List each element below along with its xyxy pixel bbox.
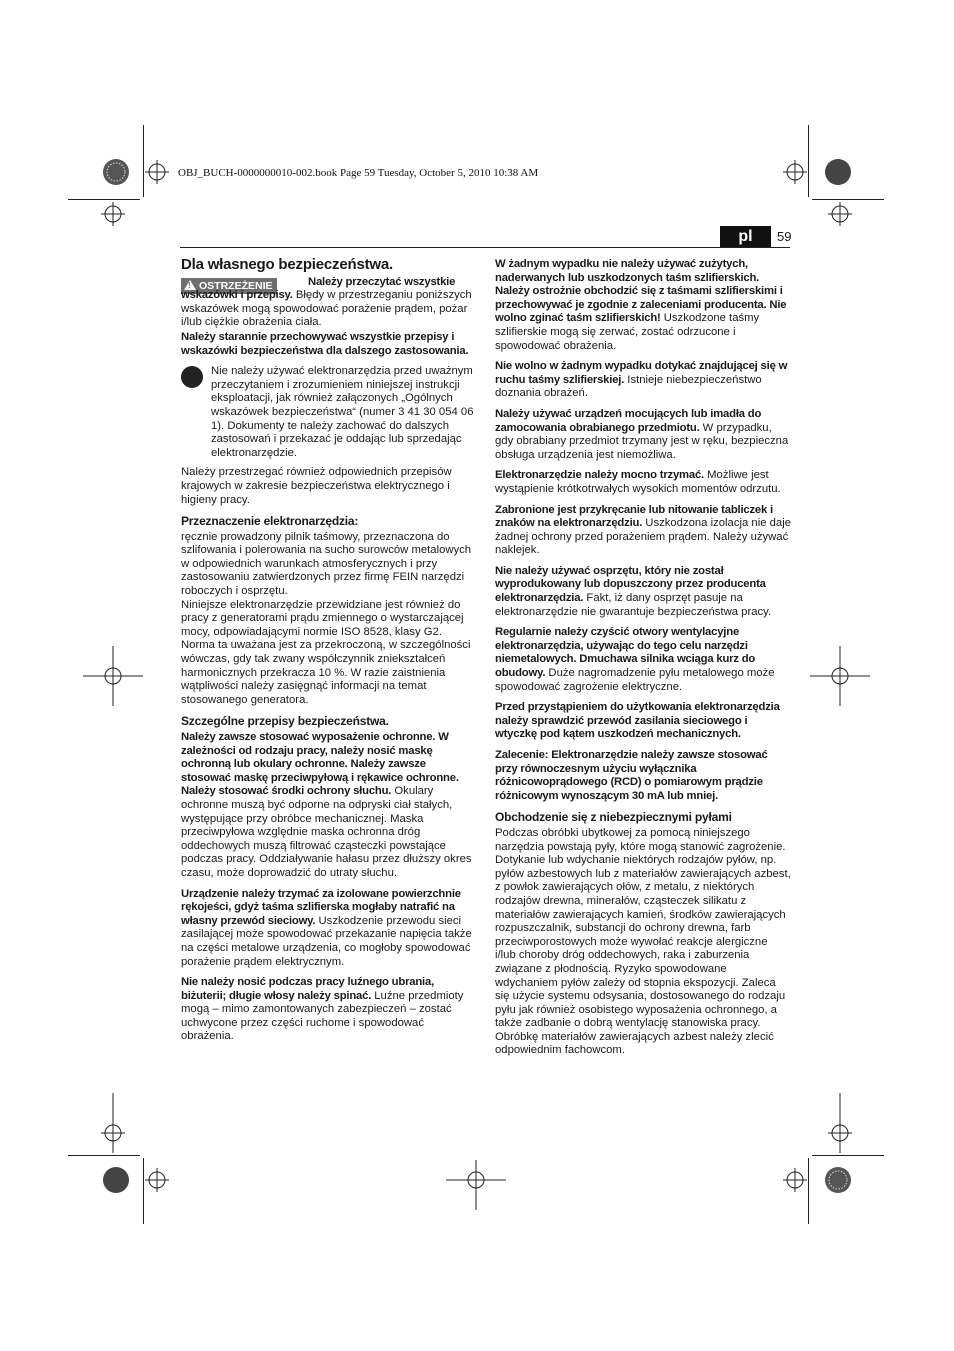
registration-target-icon bbox=[101, 1093, 125, 1153]
section-title: Dla własnego bezpieczeństwa. bbox=[181, 256, 393, 273]
warning-badge-label: OSTRZEŻENIE bbox=[199, 279, 273, 292]
dust-intro-text: Podczas obróbki ubytkowej za pomocą niniejszego narzędzia powstają pyły, które mogą stanowić zagrożenie. bbox=[495, 826, 786, 853]
read-manual-icon bbox=[181, 366, 203, 388]
file-info-line: OBJ_BUCH-0000000010-002.book Page 59 Tuesday, October 5, 2010 10:38 AM bbox=[178, 167, 539, 179]
language-badge: pl bbox=[720, 226, 771, 248]
protective-equipment-text: Okulary ochronne muszą być odporne na odpryski ciał stałych, występujące przy obróbce mechanicznej. Maska przeciwpyłowa względnie maska ochronna dróg oddechowych muszą filtrować cząsteczki powstające podczas pracy. Oddziaływanie hałasu przez dłuższy okres czasu, może doprowadzić do utraty słuchu. bbox=[181, 785, 472, 879]
cable-check-paragraph: Przed przystąpieniem do użytkowania elektronarzędzia należy sprawdzić przewód zasilania sieciowego i wtyczkę pod kątem uszkodzeń mechanicznych. bbox=[495, 701, 780, 741]
read-manual-block bbox=[181, 365, 477, 460]
worn-belts-text: Uszkodzone taśmy szlifierskie mogą się zerwać, zostać odrzucone i spowodować obrażenia. bbox=[495, 312, 760, 352]
hold-firmly-paragraph bbox=[495, 469, 791, 496]
registration-target-icon bbox=[101, 202, 125, 226]
registration-target-icon bbox=[810, 646, 870, 706]
dust-heading: Obchodzenie się z niebezpiecznymi pyłami bbox=[495, 810, 732, 825]
registration-target-icon bbox=[783, 1168, 807, 1192]
registration-target-icon bbox=[828, 1093, 852, 1153]
purpose-heading: Przeznaczenie elektronarzędzia: bbox=[181, 514, 359, 529]
ventilation-text: Duże nagromadzenie pyłu metalowego może spowodować zagrożenie elektryczne. bbox=[495, 667, 775, 693]
registration-target-icon bbox=[83, 646, 143, 706]
no-riveting-paragraph bbox=[495, 504, 791, 558]
special-rules-heading: Szczególne przepisy bezpieczeństwa. bbox=[181, 714, 389, 729]
color-wheel-icon bbox=[825, 159, 851, 185]
registration-target-icon bbox=[783, 160, 807, 184]
hold-firmly-bold: Elektronarzędzie należy mocno trzymać. bbox=[495, 469, 704, 482]
moving-belt-bold: Nie wolno w żadnym wypadku dotykać znajdującej się w ruchu taśmy szlifierskiej. bbox=[495, 360, 788, 386]
registration-target-icon bbox=[446, 1160, 506, 1210]
color-wheel-icon bbox=[103, 159, 129, 185]
warning-triangle-icon: ! bbox=[184, 280, 196, 290]
clamping-paragraph bbox=[495, 408, 791, 462]
right-column bbox=[495, 258, 791, 1065]
color-wheel-icon bbox=[825, 1167, 851, 1193]
generator-text: Niniejsze elektronarzędzie przewidziane jest również do pracy z generatorami prądu zmiennego o wystarczającej mocy, odpowiadającymi normie ISO 8528, klasy G2. Norma ta uważana jest za przekroczoną, w szczególności wówczas, gdy tak zwany współczynnik zniekształceń harmonicznych przekracza 10 %. W razie zaistnienia wątpliwości należy zasięgnąć informacji na temat stosowanego generatora. bbox=[181, 598, 471, 706]
moving-belt-text: Istnieje niebezpieczeństwo doznania obrażeń. bbox=[495, 373, 762, 400]
read-manual-text: Nie należy używać elektronarzędzia przed uważnym przeczytaniem i zrozumieniem niniejszej instrukcji eksploatacji, jak również załączonych „Ogólnych wskazówek bezpieczeństwa“ (numer 3 41 30 054 06 1). Dokumenty te należy zachować do dalszych zastosowań i przekazać je oddając lub sprzedając elektronarzędzie. bbox=[211, 365, 474, 459]
loose-clothing-text: Luźne przedmioty mogą – mimo zamontowanych zabezpieczeń – zostać uchwycone przez części ruchome i spowodować obrażenia. bbox=[181, 989, 464, 1043]
no-riveting-text: Uszkodzona izolacja nie daje żadnej ochrony przed porażeniem prądem. Należy używać naklejek. bbox=[495, 517, 791, 557]
dust-details-text: Dotykanie lub wdychanie niektórych rodzajów pyłów, np. pyłów azbestowych lub z materiałów zawierających azbest, z powłok zawierających ołów, z metalu, z niektórych rodzajów drewna, minerałów, cząsteczek silikatu z materiałów zawierających kamień, środków zawierających rozpuszczalnik, substancji do ochrony drewna, farb przeciwporostowych może wywołać reakcje alergiczne i/lub choroby dróg oddechowych, raka i zaburzenia związane z płodnością. Ryzyko spowodowane wdychaniem pyłów zależy od stopnia ekspozycji. Zaleca się użycie systemu odsysania, dostosowanego do rodzaju pyłu jak również osobistego wyposażenia ochronnego, a także zadbanie o dobrą wentylację stanowiska pracy. Obróbkę materiałów zawierających azbest należy zlecić odpowiednim fachowcom. bbox=[495, 854, 791, 1057]
registration-target-icon bbox=[828, 202, 852, 226]
insulated-grip-bold: Urządzenie należy trzymać za izolowane powierzchnie rękojeści, gdyż taśma szlifierska mogłaby natrafić na własny przewód sieciowy. bbox=[181, 887, 461, 927]
insulated-grip-paragraph bbox=[181, 888, 477, 970]
purpose-text: ręcznie prowadzony pilnik taśmowy, przeznaczona do szlifowania i polerowania na sucho surowców metalowych w odpowiednich warunkach atmosferycznych i przy zastosowaniu zatwierdzonych przez firmę FEIN narzędzi roboczych i osprzętu. bbox=[181, 530, 472, 598]
warning-text: Błędy w przestrzeganiu poniższych wskazówek mogą spowodować porażenie prądem, pożar i/lub ciężkie obrażenia ciała. bbox=[181, 289, 472, 329]
worn-belts-paragraph bbox=[495, 258, 791, 353]
accessories-bold: Nie należy używać osprzętu, który nie został wyprodukowany lub dopuszczony przez producenta elektronarzędzia. bbox=[495, 564, 766, 605]
warning-bold: Należy przeczytać wszystkie wskazówki i przepisy. bbox=[181, 275, 456, 302]
loose-clothing-paragraph bbox=[181, 976, 477, 1044]
header-rule bbox=[180, 247, 790, 248]
ventilation-paragraph bbox=[495, 626, 791, 694]
keep-instructions: Należy starannie przechowywać wszystkie przepisy i wskazówki bezpieczeństwa dla dalszego zastosowania. bbox=[181, 330, 469, 357]
clamping-bold: Należy używać urządzeń mocujących lub imadła do zamocowania obrabianego przedmiotu. bbox=[495, 407, 762, 434]
left-column bbox=[181, 258, 477, 1051]
registration-target-icon bbox=[145, 160, 169, 184]
protective-equipment-paragraph bbox=[181, 731, 477, 881]
moving-belt-paragraph bbox=[495, 360, 791, 401]
loose-clothing-bold: Nie należy nosić podczas pracy luźnego ubrania, biżuterii; długie włosy należy spinać. bbox=[181, 976, 435, 1002]
ventilation-bold: Regularnie należy czyścić otwory wentylacyjne elektronarzędzia, używając do tego celu narzędzi niemetalowych. Dmuchawa silnika wciąga kurz do obudowy. bbox=[495, 626, 756, 680]
accessories-paragraph bbox=[495, 565, 791, 619]
no-riveting-bold: Zabronione jest przykręcanie lub nitowanie tabliczek i znaków na elektronarzędziu. bbox=[495, 503, 773, 530]
clamping-text: W przypadku, gdy obrabiany przedmiot trzymany jest w ręku, bezpieczna obsługa urządzenia jest niemożliwa. bbox=[495, 421, 789, 461]
national-rules-text: Należy przestrzegać również odpowiednich przepisów krajowych w zakresie bezpieczeństwa elektrycznego i higieny pracy. bbox=[181, 466, 452, 506]
rcd-recommendation-paragraph: Zalecenie: Elektronarzędzie należy zawsze stosować przy równoczesnym użyciu wyłącznika różnicowoprądowego (RCD) o pomiarowym prądzie różnicowym wynoszącym 30 mA lub mniej. bbox=[495, 749, 768, 802]
worn-belts-bold: W żadnym wypadku nie należy używać zużytych, naderwanych lub uszkodzonych taśm szlifierskich. Należy ostrożnie obchodzić się z taśmami szlifierskimi i przechowywać je zgodnie z zaleceniami producenta. Nie wolno zginać taśm szlifierskich! bbox=[495, 258, 787, 325]
registration-target-icon bbox=[145, 1168, 169, 1192]
protective-equipment-bold: Należy zawsze stosować wyposażenie ochronne. W zależności od rodzaju pracy, należy nosić maskę ochronną lub okulary ochronne. Należy zawsze stosować maskę przeciwpyłową i rękawice ochronne. Należy stosować środki ochrony słuchu. bbox=[181, 731, 459, 798]
hold-firmly-text: Możliwe jest wystąpienie krótkotrwałych wysokich momentów odrzutu. bbox=[495, 469, 781, 495]
page-number: 59 bbox=[777, 229, 792, 244]
color-wheel-icon bbox=[103, 1167, 129, 1193]
insulated-grip-text: Uszkodzenie przewodu sieci zasilającej może spowodować przekazanie napięcia także na części metalowe urządzenia, co mogłoby spowodować porażenie prądem elektrycznym. bbox=[181, 914, 472, 968]
accessories-text: Fakt, iż dany osprzęt pasuje na elektronarzędzie nie gwarantuje bezpieczeństwa pracy. bbox=[495, 592, 772, 618]
